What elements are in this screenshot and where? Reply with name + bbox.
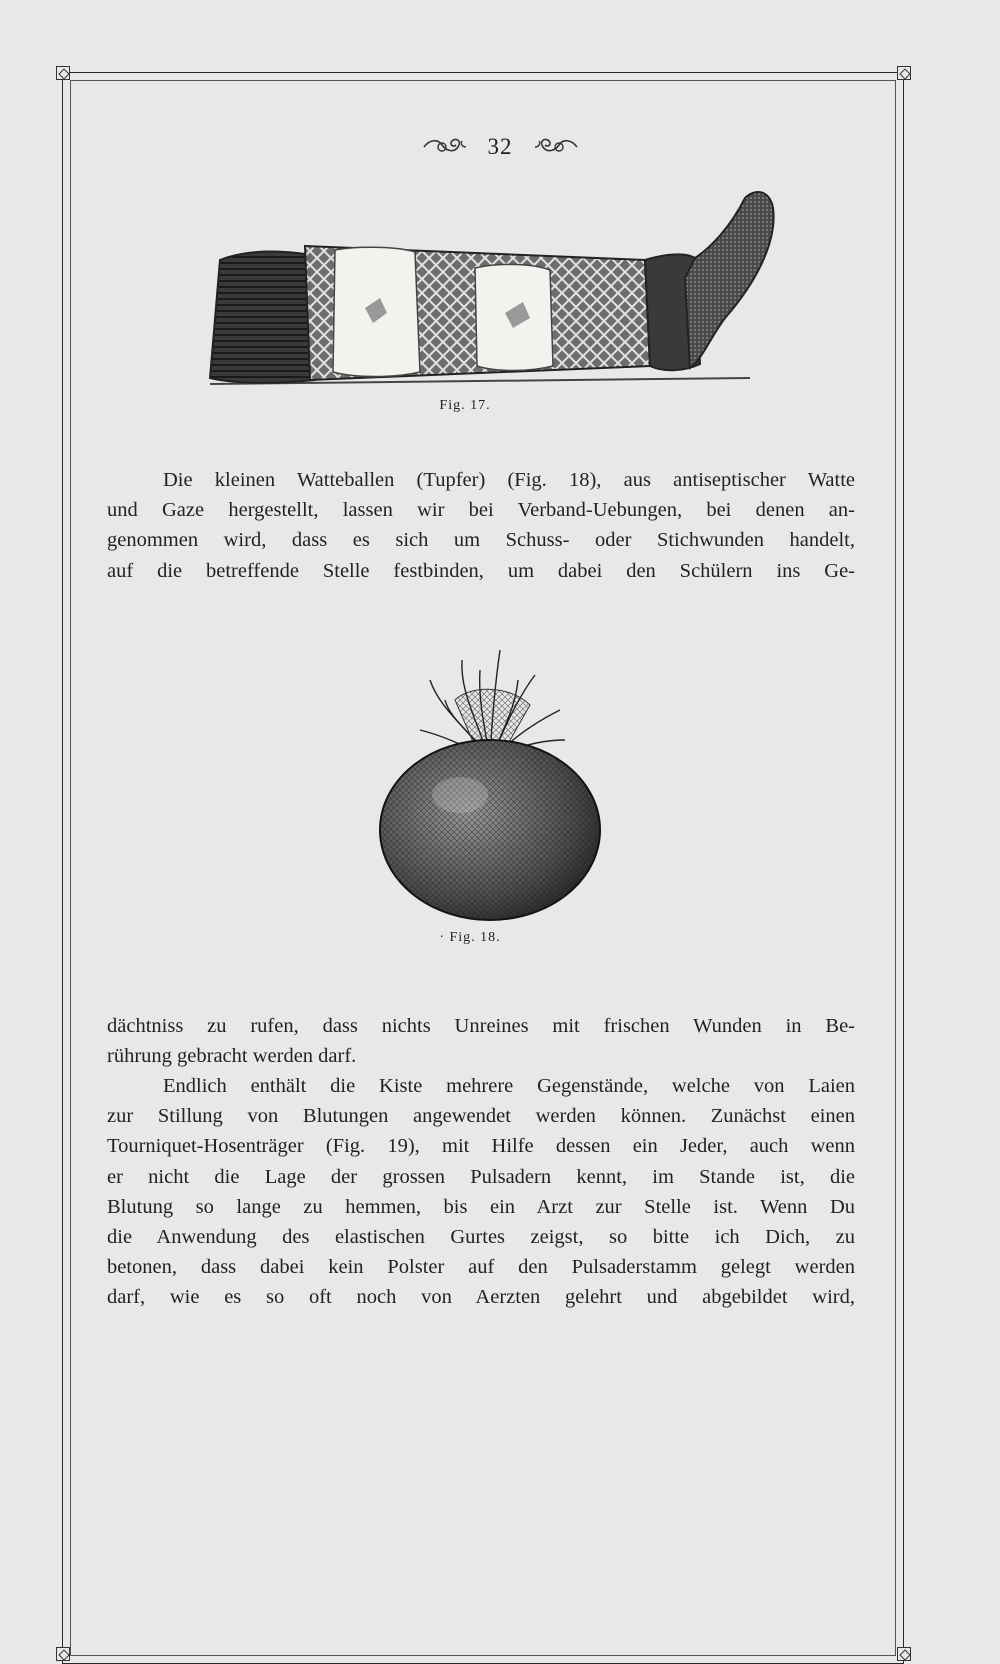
flourish-right-icon bbox=[533, 135, 579, 159]
text-line: Endlich enthält die Kiste mehrere Gegenstände, welche von Laien bbox=[163, 1075, 855, 1097]
flourish-left-icon bbox=[422, 135, 468, 159]
figure-18-caption: · Fig. 18. bbox=[439, 930, 501, 945]
figure-17-caption: Fig. 17. bbox=[439, 398, 491, 413]
paragraph-tourniquet bbox=[107, 1071, 855, 1313]
corner-ornament-top-left bbox=[56, 66, 70, 80]
text-line: die Anwendung des elastischen Gurtes zeigst, so bitte ich Dich, zu bbox=[107, 1226, 855, 1249]
page-number: 32 bbox=[487, 134, 513, 159]
text-line: betonen, dass dabei kein Polster auf den Pulsaderstamm gelegt werden bbox=[107, 1256, 855, 1279]
text-line: zur Stillung von Blutungen angewendet werden können. Zunächst einen bbox=[107, 1105, 855, 1128]
text-line: Tourniquet-Hosenträger (Fig. 19), mit Hilfe dessen ein Jeder, auch wenn bbox=[107, 1135, 855, 1158]
paragraph-tupfer-intro bbox=[107, 465, 855, 586]
page-header bbox=[0, 127, 1000, 167]
text-line: dächtniss zu rufen, dass nichts Unreines mit frischen Wunden in Be- bbox=[107, 1015, 855, 1037]
corner-ornament-bottom-right bbox=[897, 1647, 911, 1661]
figure-18-gauze-ball bbox=[370, 640, 610, 930]
text-line: er nicht die Lage der grossen Pulsadern kennt, im Stande ist, die bbox=[107, 1165, 855, 1188]
paragraph-tupfer-continuation bbox=[107, 1011, 855, 1071]
text-line: rührung gebracht werden darf. bbox=[107, 1045, 357, 1068]
text-line: Die kleinen Watteballen (Tupfer) (Fig. 18), aus antiseptischer Watte bbox=[163, 469, 855, 491]
text-line: genommen wird, dass es sich um Schuss- oder Stichwunden handelt, bbox=[107, 529, 855, 552]
corner-ornament-top-right bbox=[897, 66, 911, 80]
text-line: auf die betreffende Stelle festbinden, um dabei den Schülern ins Ge- bbox=[107, 559, 855, 582]
text-line: darf, wie es so oft noch von Aerzten gelehrt und abgebildet wird, bbox=[107, 1286, 855, 1309]
text-line: Blutung so lange zu hemmen, bis ein Arzt zur Stelle ist. Wenn Du bbox=[107, 1195, 855, 1218]
corner-ornament-bottom-left bbox=[56, 1647, 70, 1661]
text-line: und Gaze hergestellt, lassen wir bei Verband-Uebungen, bei denen an- bbox=[107, 499, 855, 522]
figure-17-bandaged-leg bbox=[205, 188, 785, 393]
